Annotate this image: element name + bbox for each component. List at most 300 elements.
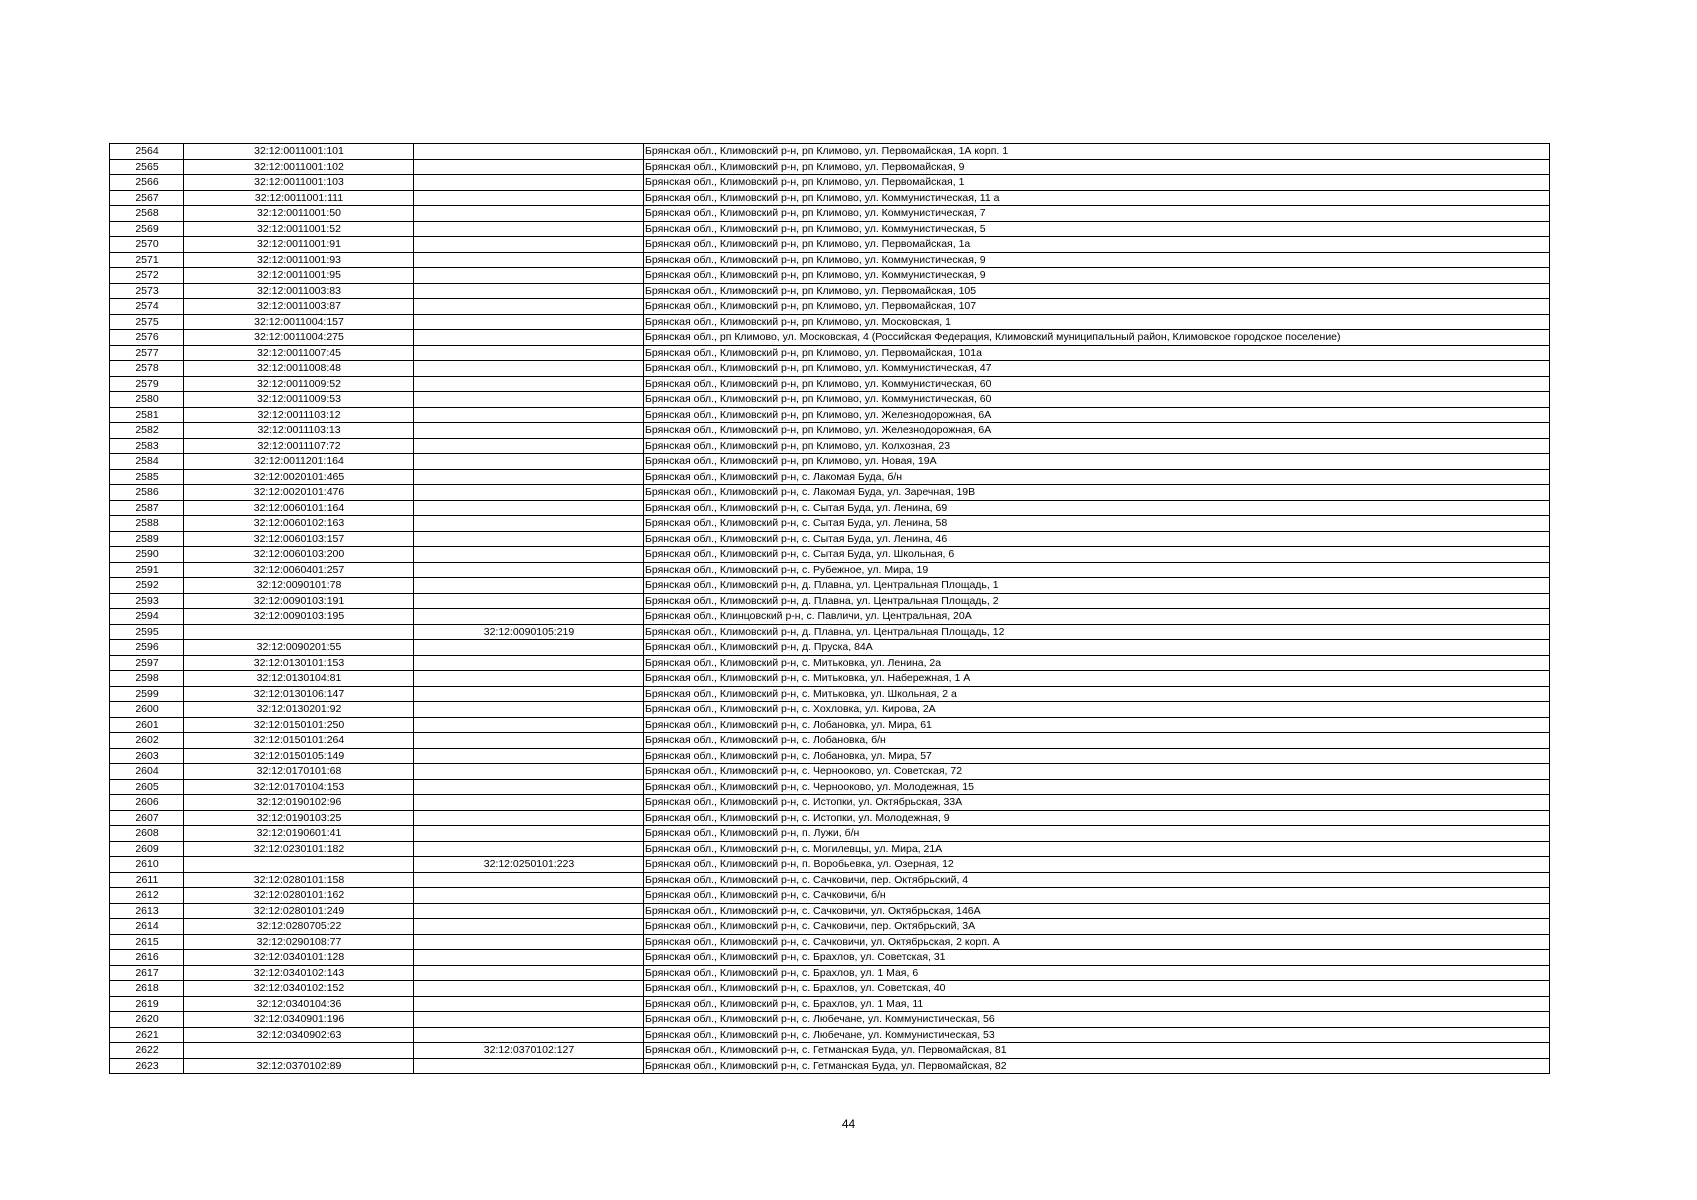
cadastral-number-alt-cell — [414, 888, 644, 904]
cadastral-number-cell: 32:12:0011001:52 — [184, 221, 414, 237]
row-number-cell: 2584 — [110, 454, 184, 470]
table-row — [110, 919, 1550, 935]
cadastral-number-cell: 32:12:0130106:147 — [184, 686, 414, 702]
address-cell: Брянская обл., Климовский р-н, рп Климово, ул. Первомайская, 105 — [644, 283, 1550, 299]
row-number-cell: 2601 — [110, 717, 184, 733]
address-cell: Брянская обл., Климовский р-н, с. Любечане, ул. Коммунистическая, 56 — [644, 1012, 1550, 1028]
table-row — [110, 996, 1550, 1012]
address-cell: Брянская обл., Климовский р-н, рп Климово, ул. Коммунистическая, 9 — [644, 268, 1550, 284]
cadastral-number-alt-cell — [414, 314, 644, 330]
address-cell: Брянская обл., Климовский р-н, д. Плавна, ул. Центральная Площадь, 1 — [644, 578, 1550, 594]
cadastral-number-alt-cell — [414, 733, 644, 749]
cadastral-number-cell: 32:12:0060103:157 — [184, 531, 414, 547]
table-row — [110, 872, 1550, 888]
table-row — [110, 888, 1550, 904]
row-number-cell: 2590 — [110, 547, 184, 563]
cadastral-number-cell: 32:12:0340101:128 — [184, 950, 414, 966]
cadastral-number-alt-cell — [414, 717, 644, 733]
cadastral-number-alt-cell — [414, 283, 644, 299]
address-cell: Брянская обл., Климовский р-н, п. Лужи, б/н — [644, 826, 1550, 842]
cadastral-number-alt-cell — [414, 810, 644, 826]
row-number-cell: 2615 — [110, 934, 184, 950]
cadastral-number-alt-cell — [414, 609, 644, 625]
table-row — [110, 1027, 1550, 1043]
cadastral-number-cell: 32:12:0340901:196 — [184, 1012, 414, 1028]
cadastral-number-cell — [184, 624, 414, 640]
cadastral-number-alt-cell — [414, 764, 644, 780]
cadastral-number-alt-cell — [414, 516, 644, 532]
row-number-cell: 2567 — [110, 190, 184, 206]
cadastral-number-cell: 32:12:0011009:52 — [184, 376, 414, 392]
table-row — [110, 717, 1550, 733]
cadastral-number-cell: 32:12:0011001:103 — [184, 175, 414, 191]
table-row — [110, 330, 1550, 346]
cadastral-number-alt-cell — [414, 485, 644, 501]
row-number-cell: 2569 — [110, 221, 184, 237]
table-row — [110, 779, 1550, 795]
row-number-cell: 2591 — [110, 562, 184, 578]
table-row — [110, 407, 1550, 423]
row-number-cell: 2598 — [110, 671, 184, 687]
table-row — [110, 841, 1550, 857]
address-cell: Брянская обл., Климовский р-н, с. Митьковка, ул. Школьная, 2 а — [644, 686, 1550, 702]
table-row — [110, 1058, 1550, 1074]
table-row — [110, 965, 1550, 981]
cadastral-number-alt-cell — [414, 547, 644, 563]
property-table — [109, 143, 1550, 1074]
cadastral-number-cell: 32:12:0011001:95 — [184, 268, 414, 284]
address-cell: Брянская обл., рп Климово, ул. Московская, 4 (Российская Федерация, Климовский муниципальный район, Климовское городское поселение) — [644, 330, 1550, 346]
address-cell: Брянская обл., Климовский р-н, с. Сытая Буда, ул. Ленина, 58 — [644, 516, 1550, 532]
row-number-cell: 2621 — [110, 1027, 184, 1043]
row-number-cell: 2605 — [110, 779, 184, 795]
cadastral-number-cell: 32:12:0011103:12 — [184, 407, 414, 423]
address-cell: Брянская обл., Климовский р-н, с. Сачковичи, пер. Октябрьский, 4 — [644, 872, 1550, 888]
address-cell: Брянская обл., Климовский р-н, с. Чернооково, ул. Советская, 72 — [644, 764, 1550, 780]
address-cell: Брянская обл., Климовский р-н, рп Климово, ул. Коммунистическая, 7 — [644, 206, 1550, 222]
cadastral-number-cell: 32:12:0011003:83 — [184, 283, 414, 299]
table-row — [110, 624, 1550, 640]
cadastral-number-cell: 32:12:0011001:50 — [184, 206, 414, 222]
row-number-cell: 2583 — [110, 438, 184, 454]
cadastral-number-alt-cell — [414, 779, 644, 795]
row-number-cell: 2581 — [110, 407, 184, 423]
table-row — [110, 252, 1550, 268]
cadastral-number-alt-cell — [414, 578, 644, 594]
address-cell: Брянская обл., Климовский р-н, п. Воробьевка, ул. Озерная, 12 — [644, 857, 1550, 873]
cadastral-number-cell: 32:12:0090103:195 — [184, 609, 414, 625]
cadastral-number-alt-cell — [414, 965, 644, 981]
cadastral-number-cell: 32:12:0060103:200 — [184, 547, 414, 563]
address-cell: Брянская обл., Климовский р-н, с. Чернооково, ул. Молодежная, 15 — [644, 779, 1550, 795]
table-row — [110, 485, 1550, 501]
table-row — [110, 516, 1550, 532]
row-number-cell: 2580 — [110, 392, 184, 408]
cadastral-number-cell: 32:12:0280705:22 — [184, 919, 414, 935]
address-cell: Брянская обл., Климовский р-н, рп Климово, ул. Коммунистическая, 5 — [644, 221, 1550, 237]
cadastral-number-alt-cell — [414, 826, 644, 842]
cadastral-number-alt-cell — [414, 903, 644, 919]
table-row — [110, 857, 1550, 873]
address-cell: Брянская обл., Климовский р-н, с. Сачковичи, ул. Октябрьская, 146А — [644, 903, 1550, 919]
cadastral-number-cell: 32:12:0280101:158 — [184, 872, 414, 888]
cadastral-number-cell: 32:12:0290108:77 — [184, 934, 414, 950]
cadastral-number-cell — [184, 857, 414, 873]
table-row — [110, 531, 1550, 547]
row-number-cell: 2578 — [110, 361, 184, 377]
cadastral-number-alt-cell — [414, 1027, 644, 1043]
cadastral-number-alt-cell — [414, 671, 644, 687]
cadastral-number-cell: 32:12:0150101:264 — [184, 733, 414, 749]
cadastral-number-cell: 32:12:0090201:55 — [184, 640, 414, 656]
cadastral-number-alt-cell — [414, 950, 644, 966]
table-row — [110, 438, 1550, 454]
address-cell: Брянская обл., Климовский р-н, с. Истопки, ул. Молодежная, 9 — [644, 810, 1550, 826]
address-cell: Брянская обл., Климовский р-н, рп Климово, ул. Колхозная, 23 — [644, 438, 1550, 454]
row-number-cell: 2622 — [110, 1043, 184, 1059]
address-cell: Брянская обл., Климовский р-н, рп Климово, ул. Коммунистическая, 9 — [644, 252, 1550, 268]
row-number-cell: 2586 — [110, 485, 184, 501]
row-number-cell: 2579 — [110, 376, 184, 392]
cadastral-number-cell: 32:12:0090101:78 — [184, 578, 414, 594]
cadastral-number-cell: 32:12:0011004:275 — [184, 330, 414, 346]
row-number-cell: 2564 — [110, 144, 184, 160]
address-cell: Брянская обл., Климовский р-н, рп Климово, ул. Первомайская, 101а — [644, 345, 1550, 361]
address-cell: Брянская обл., Климовский р-н, с. Митьковка, ул. Набережная, 1 А — [644, 671, 1550, 687]
cadastral-number-alt-cell — [414, 795, 644, 811]
row-number-cell: 2602 — [110, 733, 184, 749]
row-number-cell: 2588 — [110, 516, 184, 532]
cadastral-number-alt-cell — [414, 686, 644, 702]
row-number-cell: 2604 — [110, 764, 184, 780]
cadastral-number-cell: 32:12:0130101:153 — [184, 655, 414, 671]
row-number-cell: 2570 — [110, 237, 184, 253]
address-cell: Брянская обл., Климовский р-н, с. Сытая Буда, ул. Школьная, 6 — [644, 547, 1550, 563]
row-number-cell: 2574 — [110, 299, 184, 315]
table-row — [110, 268, 1550, 284]
cadastral-number-cell: 32:12:0011009:53 — [184, 392, 414, 408]
cadastral-number-alt-cell — [414, 655, 644, 671]
address-cell: Брянская обл., Климовский р-н, рп Климово, ул. Железнодорожная, 6А — [644, 423, 1550, 439]
row-number-cell: 2596 — [110, 640, 184, 656]
cadastral-number-cell: 32:12:0060102:163 — [184, 516, 414, 532]
table-row — [110, 795, 1550, 811]
cadastral-number-cell: 32:12:0170104:153 — [184, 779, 414, 795]
address-cell: Брянская обл., Клинцовский р-н, с. Павличи, ул. Центральная, 20А — [644, 609, 1550, 625]
row-number-cell: 2585 — [110, 469, 184, 485]
row-number-cell: 2566 — [110, 175, 184, 191]
cadastral-number-alt-cell — [414, 919, 644, 935]
cadastral-number-cell: 32:12:0340902:63 — [184, 1027, 414, 1043]
cadastral-number-cell: 32:12:0150101:250 — [184, 717, 414, 733]
cadastral-number-alt-cell — [414, 345, 644, 361]
address-cell: Брянская обл., Климовский р-н, с. Могилевцы, ул. Мира, 21А — [644, 841, 1550, 857]
row-number-cell: 2609 — [110, 841, 184, 857]
address-cell: Брянская обл., Климовский р-н, с. Лобановка, ул. Мира, 61 — [644, 717, 1550, 733]
cadastral-number-cell: 32:12:0011003:87 — [184, 299, 414, 315]
table-row — [110, 640, 1550, 656]
table-row — [110, 376, 1550, 392]
table-body — [110, 144, 1550, 1074]
row-number-cell: 2592 — [110, 578, 184, 594]
cadastral-number-alt-cell — [414, 500, 644, 516]
address-cell: Брянская обл., Климовский р-н, с. Митьковка, ул. Ленина, 2а — [644, 655, 1550, 671]
address-cell: Брянская обл., Климовский р-н, рп Климово, ул. Коммунистическая, 47 — [644, 361, 1550, 377]
row-number-cell: 2589 — [110, 531, 184, 547]
table-row — [110, 826, 1550, 842]
cadastral-number-cell: 32:12:0230101:182 — [184, 841, 414, 857]
address-cell: Брянская обл., Климовский р-н, рп Климово, ул. Первомайская, 107 — [644, 299, 1550, 315]
address-cell: Брянская обл., Климовский р-н, с. Лакомая Буда, б/н — [644, 469, 1550, 485]
table-row — [110, 500, 1550, 516]
table-row — [110, 593, 1550, 609]
table-row — [110, 345, 1550, 361]
cadastral-number-alt-cell — [414, 407, 644, 423]
row-number-cell: 2616 — [110, 950, 184, 966]
cadastral-number-alt-cell — [414, 872, 644, 888]
row-number-cell: 2606 — [110, 795, 184, 811]
cadastral-number-cell: 32:12:0190601:41 — [184, 826, 414, 842]
table-row — [110, 283, 1550, 299]
cadastral-number-cell: 32:12:0190103:25 — [184, 810, 414, 826]
table-row — [110, 578, 1550, 594]
cadastral-number-cell: 32:12:0150105:149 — [184, 748, 414, 764]
address-cell: Брянская обл., Климовский р-н, с. Сытая Буда, ул. Ленина, 69 — [644, 500, 1550, 516]
cadastral-number-alt-cell — [414, 252, 644, 268]
address-cell: Брянская обл., Климовский р-н, с. Брахлов, ул. Советская, 40 — [644, 981, 1550, 997]
table-row — [110, 671, 1550, 687]
row-number-cell: 2608 — [110, 826, 184, 842]
cadastral-number-alt-cell — [414, 531, 644, 547]
cadastral-number-cell: 32:12:0060401:257 — [184, 562, 414, 578]
cadastral-number-cell: 32:12:0340104:36 — [184, 996, 414, 1012]
cadastral-number-cell: 32:12:0011201:164 — [184, 454, 414, 470]
address-cell: Брянская обл., Климовский р-н, рп Климово, ул. Коммунистическая, 60 — [644, 376, 1550, 392]
address-cell: Брянская обл., Климовский р-н, с. Гетманская Буда, ул. Первомайская, 82 — [644, 1058, 1550, 1074]
row-number-cell: 2612 — [110, 888, 184, 904]
address-cell: Брянская обл., Климовский р-н, рп Климово, ул. Новая, 19А — [644, 454, 1550, 470]
cadastral-number-alt-cell — [414, 330, 644, 346]
cadastral-number-cell: 32:12:0340102:143 — [184, 965, 414, 981]
row-number-cell: 2582 — [110, 423, 184, 439]
table-row — [110, 609, 1550, 625]
row-number-cell: 2577 — [110, 345, 184, 361]
address-cell: Брянская обл., Климовский р-н, с. Хохловка, ул. Кирова, 2А — [644, 702, 1550, 718]
row-number-cell: 2613 — [110, 903, 184, 919]
cadastral-number-alt-cell — [414, 996, 644, 1012]
cadastral-number-alt-cell — [414, 841, 644, 857]
cadastral-number-cell: 32:12:0011103:13 — [184, 423, 414, 439]
cadastral-number-alt-cell — [414, 392, 644, 408]
cadastral-number-cell: 32:12:0280101:249 — [184, 903, 414, 919]
address-cell: Брянская обл., Климовский р-н, рп Климово, ул. Железнодорожная, 6А — [644, 407, 1550, 423]
row-number-cell: 2595 — [110, 624, 184, 640]
cadastral-number-alt-cell — [414, 469, 644, 485]
cadastral-number-cell: 32:12:0340102:152 — [184, 981, 414, 997]
row-number-cell: 2565 — [110, 159, 184, 175]
address-cell: Брянская обл., Климовский р-н, с. Сытая Буда, ул. Ленина, 46 — [644, 531, 1550, 547]
table-row — [110, 981, 1550, 997]
cadastral-number-alt-cell — [414, 981, 644, 997]
table-row — [110, 144, 1550, 160]
address-cell: Брянская обл., Климовский р-н, рп Климово, ул. Московская, 1 — [644, 314, 1550, 330]
row-number-cell: 2587 — [110, 500, 184, 516]
cadastral-number-cell: 32:12:0011001:102 — [184, 159, 414, 175]
address-cell: Брянская обл., Климовский р-н, рп Климово, ул. Первомайская, 1 — [644, 175, 1550, 191]
table-row — [110, 175, 1550, 191]
table-row — [110, 221, 1550, 237]
address-cell: Брянская обл., Климовский р-н, с. Брахлов, ул. 1 Мая, 11 — [644, 996, 1550, 1012]
row-number-cell: 2611 — [110, 872, 184, 888]
cadastral-number-cell — [184, 1043, 414, 1059]
table-row — [110, 748, 1550, 764]
table-row — [110, 934, 1550, 950]
row-number-cell: 2572 — [110, 268, 184, 284]
table-row — [110, 655, 1550, 671]
cadastral-number-alt-cell — [414, 438, 644, 454]
cadastral-number-cell: 32:12:0011001:93 — [184, 252, 414, 268]
table-row — [110, 764, 1550, 780]
cadastral-number-alt-cell — [414, 640, 644, 656]
address-cell: Брянская обл., Климовский р-н, с. Истопки, ул. Октябрьская, 33А — [644, 795, 1550, 811]
address-cell: Брянская обл., Климовский р-н, рп Климово, ул. Коммунистическая, 60 — [644, 392, 1550, 408]
address-cell: Брянская обл., Климовский р-н, рп Климово, ул. Коммунистическая, 11 а — [644, 190, 1550, 206]
row-number-cell: 2597 — [110, 655, 184, 671]
cadastral-number-alt-cell — [414, 702, 644, 718]
row-number-cell: 2600 — [110, 702, 184, 718]
row-number-cell: 2614 — [110, 919, 184, 935]
cadastral-number-alt-cell — [414, 206, 644, 222]
table-row — [110, 903, 1550, 919]
cadastral-number-cell: 32:12:0170101:68 — [184, 764, 414, 780]
cadastral-number-alt-cell — [414, 237, 644, 253]
table-row — [110, 454, 1550, 470]
row-number-cell: 2619 — [110, 996, 184, 1012]
row-number-cell: 2610 — [110, 857, 184, 873]
table-row — [110, 686, 1550, 702]
cadastral-number-alt-cell: 32:12:0090105:219 — [414, 624, 644, 640]
cadastral-number-alt-cell — [414, 1058, 644, 1074]
cadastral-number-cell: 32:12:0011004:157 — [184, 314, 414, 330]
cadastral-number-alt-cell — [414, 934, 644, 950]
row-number-cell: 2575 — [110, 314, 184, 330]
address-cell: Брянская обл., Климовский р-н, с. Любечане, ул. Коммунистическая, 53 — [644, 1027, 1550, 1043]
cadastral-number-cell: 32:12:0020101:465 — [184, 469, 414, 485]
table-row — [110, 392, 1550, 408]
table-row — [110, 547, 1550, 563]
table-row — [110, 299, 1550, 315]
cadastral-number-cell: 32:12:0370102:89 — [184, 1058, 414, 1074]
cadastral-number-cell: 32:12:0011007:45 — [184, 345, 414, 361]
row-number-cell: 2573 — [110, 283, 184, 299]
cadastral-number-alt-cell — [414, 144, 644, 160]
table-row — [110, 314, 1550, 330]
cadastral-number-alt-cell — [414, 593, 644, 609]
row-number-cell: 2620 — [110, 1012, 184, 1028]
address-cell: Брянская обл., Климовский р-н, с. Лакомая Буда, ул. Заречная, 19В — [644, 485, 1550, 501]
cadastral-number-alt-cell — [414, 423, 644, 439]
row-number-cell: 2576 — [110, 330, 184, 346]
cadastral-number-alt-cell — [414, 175, 644, 191]
cadastral-number-cell: 32:12:0020101:476 — [184, 485, 414, 501]
cadastral-number-cell: 32:12:0280101:162 — [184, 888, 414, 904]
address-cell: Брянская обл., Климовский р-н, рп Климово, ул. Первомайская, 9 — [644, 159, 1550, 175]
address-cell: Брянская обл., Климовский р-н, с. Лобановка, ул. Мира, 57 — [644, 748, 1550, 764]
address-cell: Брянская обл., Климовский р-н, с. Сачковичи, ул. Октябрьская, 2 корп. А — [644, 934, 1550, 950]
cadastral-number-alt-cell — [414, 1012, 644, 1028]
address-cell: Брянская обл., Климовский р-н, рп Климово, ул. Первомайская, 1А корп. 1 — [644, 144, 1550, 160]
table-row — [110, 733, 1550, 749]
address-cell: Брянская обл., Климовский р-н, с. Рубежное, ул. Мира, 19 — [644, 562, 1550, 578]
cadastral-number-alt-cell — [414, 562, 644, 578]
row-number-cell: 2568 — [110, 206, 184, 222]
row-number-cell: 2603 — [110, 748, 184, 764]
cadastral-number-cell: 32:12:0011008:48 — [184, 361, 414, 377]
cadastral-number-alt-cell — [414, 190, 644, 206]
cadastral-number-cell: 32:12:0060101:164 — [184, 500, 414, 516]
cadastral-number-alt-cell — [414, 159, 644, 175]
row-number-cell: 2593 — [110, 593, 184, 609]
row-number-cell: 2623 — [110, 1058, 184, 1074]
cadastral-number-alt-cell: 32:12:0250101:223 — [414, 857, 644, 873]
table-row — [110, 190, 1550, 206]
cadastral-number-alt-cell — [414, 221, 644, 237]
address-cell: Брянская обл., Климовский р-н, д. Плавна, ул. Центральная Площадь, 2 — [644, 593, 1550, 609]
table-row — [110, 950, 1550, 966]
cadastral-number-alt-cell — [414, 268, 644, 284]
table-row — [110, 206, 1550, 222]
address-cell: Брянская обл., Климовский р-н, с. Брахлов, ул. Советская, 31 — [644, 950, 1550, 966]
address-cell: Брянская обл., Климовский р-н, д. Плавна, ул. Центральная Площадь, 12 — [644, 624, 1550, 640]
row-number-cell: 2571 — [110, 252, 184, 268]
table-row — [110, 469, 1550, 485]
table-row — [110, 159, 1550, 175]
cadastral-number-alt-cell: 32:12:0370102:127 — [414, 1043, 644, 1059]
table-row — [110, 1012, 1550, 1028]
address-cell: Брянская обл., Климовский р-н, рп Климово, ул. Первомайская, 1а — [644, 237, 1550, 253]
address-cell: Брянская обл., Климовский р-н, с. Сачковичи, б/н — [644, 888, 1550, 904]
cadastral-number-cell: 32:12:0011001:111 — [184, 190, 414, 206]
table-row — [110, 1043, 1550, 1059]
row-number-cell: 2599 — [110, 686, 184, 702]
address-cell: Брянская обл., Климовский р-н, д. Пруска, 84А — [644, 640, 1550, 656]
address-cell: Брянская обл., Климовский р-н, с. Лобановка, б/н — [644, 733, 1550, 749]
cadastral-number-cell: 32:12:0130201:92 — [184, 702, 414, 718]
table-row — [110, 562, 1550, 578]
table-row — [110, 423, 1550, 439]
row-number-cell: 2594 — [110, 609, 184, 625]
table-row — [110, 237, 1550, 253]
cadastral-number-cell: 32:12:0130104:81 — [184, 671, 414, 687]
cadastral-number-cell: 32:12:0011107:72 — [184, 438, 414, 454]
cadastral-number-cell: 32:12:0011001:101 — [184, 144, 414, 160]
address-cell: Брянская обл., Климовский р-н, с. Брахлов, ул. 1 Мая, 6 — [644, 965, 1550, 981]
cadastral-number-alt-cell — [414, 748, 644, 764]
cadastral-number-alt-cell — [414, 361, 644, 377]
row-number-cell: 2607 — [110, 810, 184, 826]
table-row — [110, 810, 1550, 826]
page-number: 44 — [841, 1117, 856, 1131]
row-number-cell: 2617 — [110, 965, 184, 981]
cadastral-number-cell: 32:12:0090103:191 — [184, 593, 414, 609]
address-cell: Брянская обл., Климовский р-н, с. Гетманская Буда, ул. Первомайская, 81 — [644, 1043, 1550, 1059]
row-number-cell: 2618 — [110, 981, 184, 997]
cadastral-number-cell: 32:12:0011001:91 — [184, 237, 414, 253]
cadastral-number-alt-cell — [414, 299, 644, 315]
cadastral-number-alt-cell — [414, 454, 644, 470]
cadastral-number-cell: 32:12:0190102:96 — [184, 795, 414, 811]
table-row — [110, 361, 1550, 377]
